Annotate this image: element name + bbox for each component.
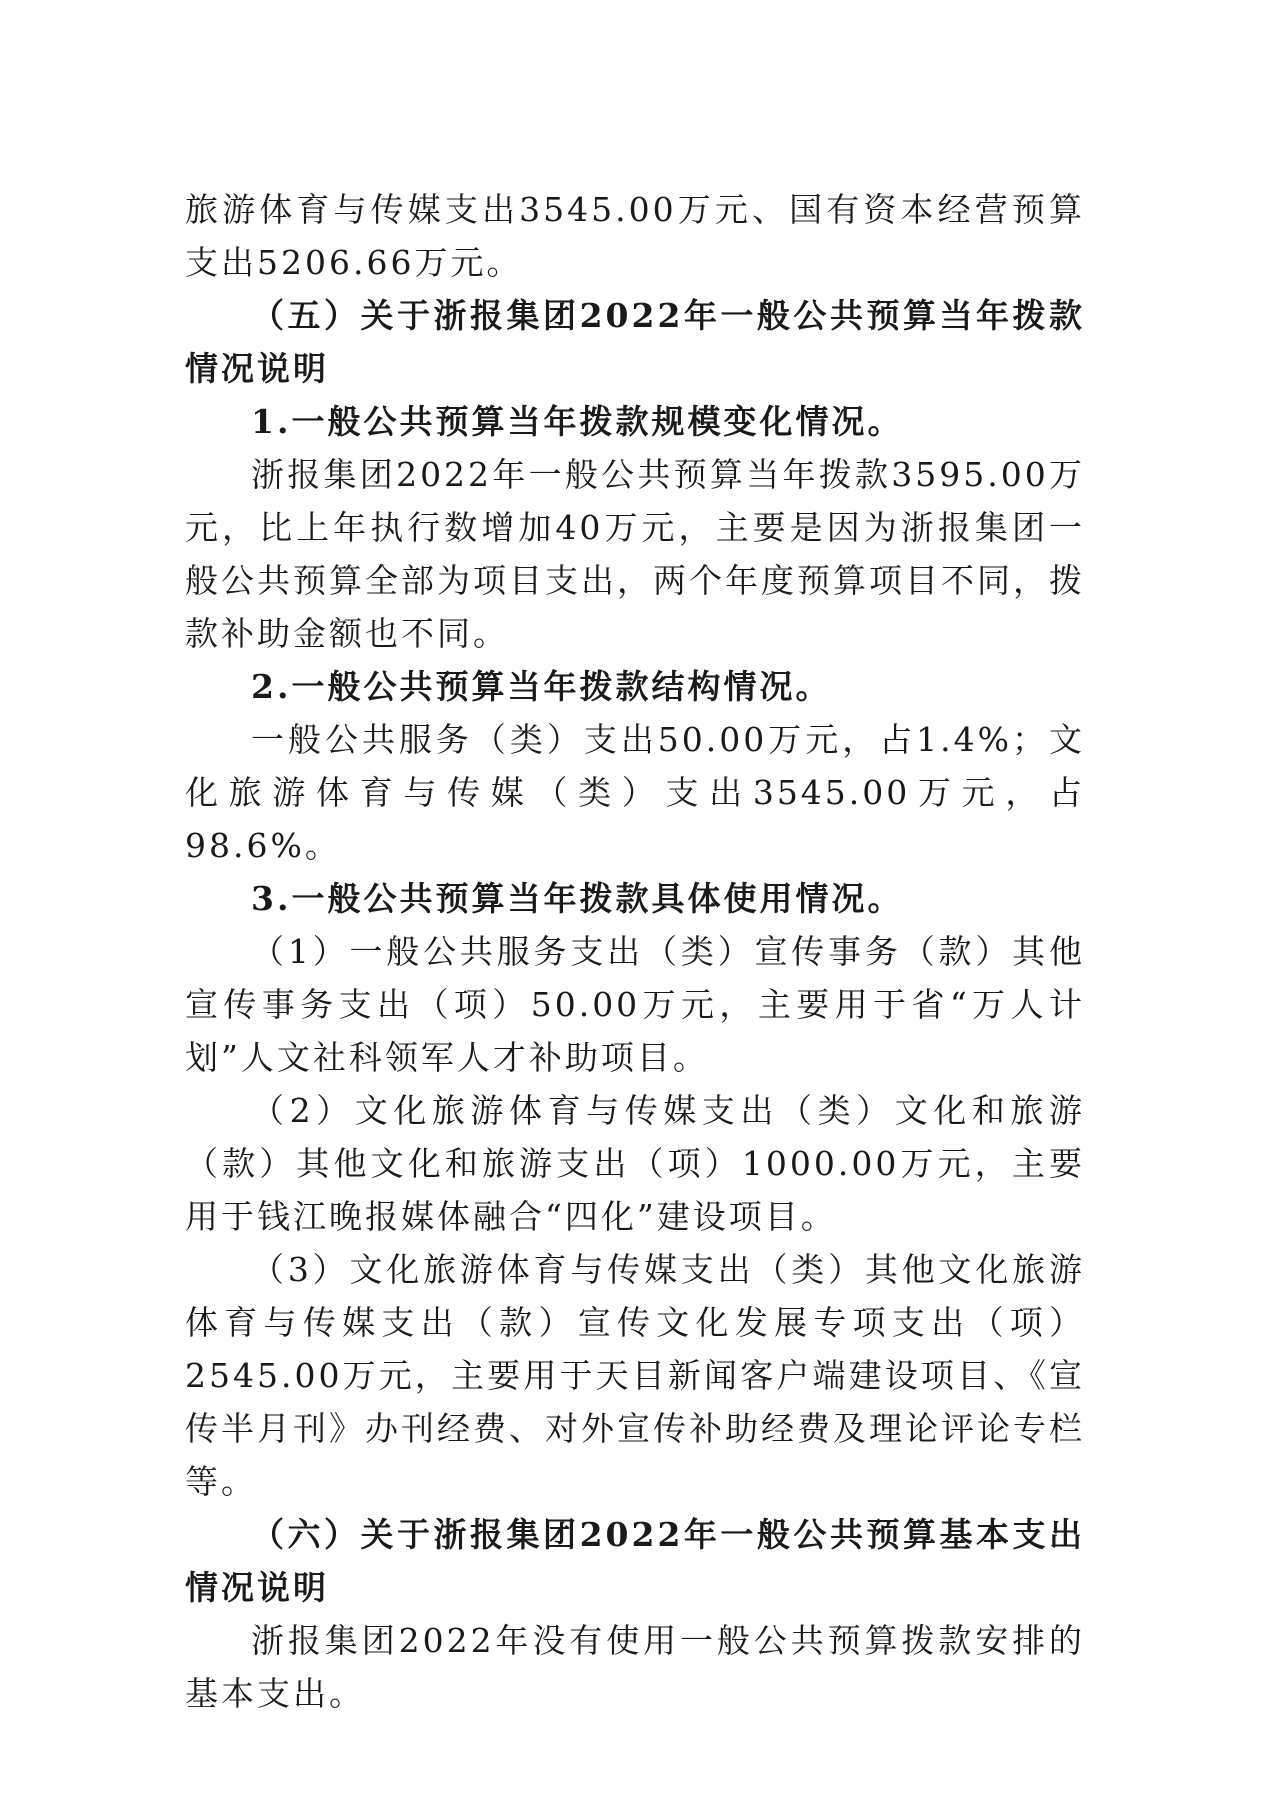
paragraph-continuation: 旅游体育与传媒支出3545.00万元、国有资本经营预算支出5206.66万元。	[185, 190, 1085, 282]
subheading-1: 1.一般公共预算当年拨款规模变化情况。	[251, 402, 904, 441]
paragraph-structure: 一般公共服务（类）支出50.00万元，占1.4%；文化旅游体育与传媒（类）支出3545.00万元，占98.6%。	[185, 720, 1085, 865]
paragraph-usage-1: （1）一般公共服务支出（类）宣传事务（款）其他宣传事务支出（项）50.00万元，主要用于省“万人计划”人文社科领军人才补助项目。	[185, 932, 1085, 1077]
paragraph-usage-2: （2）文化旅游体育与传媒支出（类）文化和旅游（款）其他文化和旅游支出（项）1000.00万元，主要用于钱江晚报媒体融合“四化”建设项目。	[185, 1091, 1085, 1236]
subheading-3: 3.一般公共预算当年拨款具体使用情况。	[251, 879, 904, 918]
section-heading-5: （五）关于浙报集团2022年一般公共预算当年拨款情况说明	[185, 296, 1085, 388]
subheading-2: 2.一般公共预算当年拨款结构情况。	[251, 667, 832, 706]
paragraph-usage-3: （3）文化旅游体育与传媒支出（类）其他文化旅游体育与传媒支出（款）宣传文化发展专项支出（项）2545.00万元，主要用于天目新闻客户端建设项目、《宣传半月刊》办刊经费、对外宣传补助经费及理论评论专栏等。	[185, 1250, 1085, 1501]
paragraph-scale-change: 浙报集团2022年一般公共预算当年拨款3595.00万元，比上年执行数增加40万元，主要是因为浙报集团一般公共预算全部为项目支出，两个年度预算项目不同，拨款补助金额也不同。	[185, 455, 1085, 653]
paragraph-basic-expenditure: 浙报集团2022年没有使用一般公共预算拨款安排的基本支出。	[185, 1621, 1085, 1713]
document-body	[185, 183, 1085, 1720]
section-heading-6: （六）关于浙报集团2022年一般公共预算基本支出情况说明	[185, 1515, 1085, 1607]
